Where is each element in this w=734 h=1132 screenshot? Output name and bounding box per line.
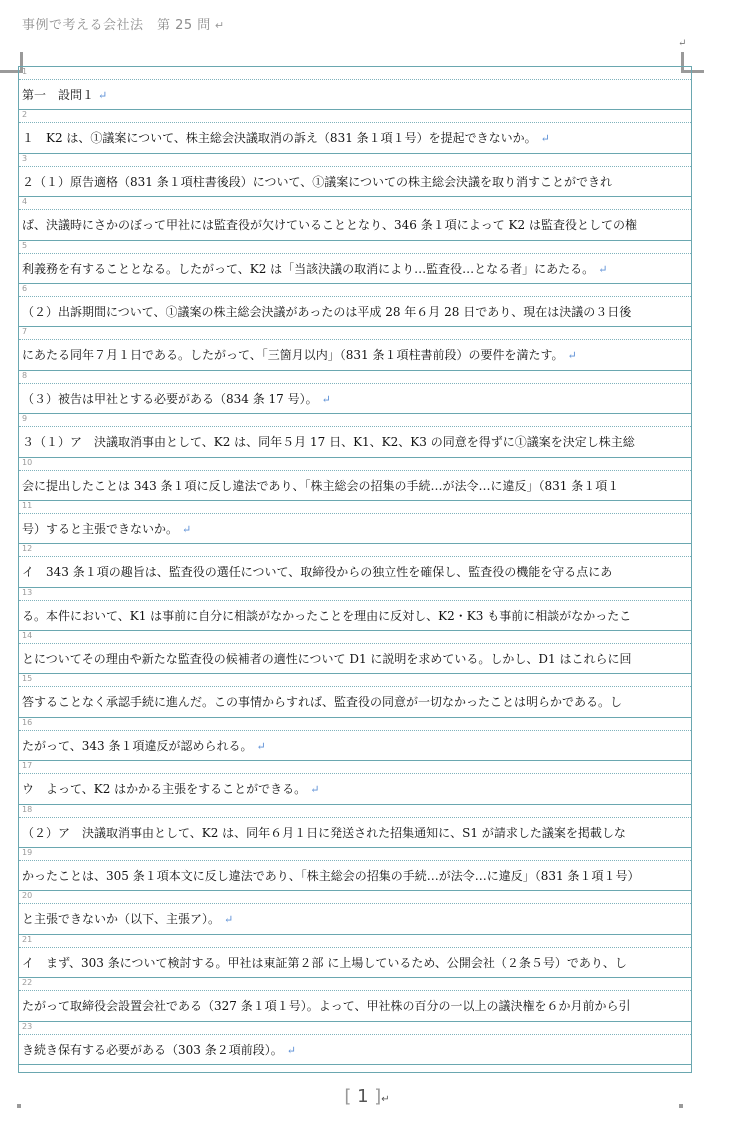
paragraph-mark-icon: ↵ — [310, 783, 320, 797]
line-row[interactable] — [19, 501, 691, 544]
line-row[interactable] — [19, 458, 691, 501]
line-number: 22 — [22, 978, 33, 988]
line-text[interactable] — [22, 520, 191, 537]
line-text[interactable] — [22, 173, 612, 190]
paragraph-mark-icon: ↵ — [256, 739, 266, 753]
line-row[interactable] — [19, 284, 691, 327]
answer-sheet-grid[interactable] — [18, 66, 692, 1073]
line-text-content: 第一 設問１ — [22, 88, 95, 102]
line-text-content: 答することなく承認手続に進んだ。この事情からすれば、監査役の同意が一切なかったことは明らかである。し — [22, 695, 623, 710]
line-text-content: かったことは、305 条１項本文に反し違法であり、「株主総会の招集の手続…が法令…に違反」（831 条１項１号） — [22, 869, 640, 884]
line-number: 14 — [22, 631, 33, 641]
line-text-content: ウ よって、K2 はかかる主張をすることができる。 — [22, 782, 307, 797]
line-text[interactable] — [22, 780, 319, 797]
line-row[interactable] — [19, 891, 691, 934]
header-title: 事例で考える会社法 第 25 問 — [22, 18, 211, 33]
line-text-content: き続き保有する必要がある（303 条２項前段）。 — [22, 1042, 283, 1057]
line-number: 19 — [22, 848, 33, 858]
line-text[interactable] — [22, 693, 622, 710]
line-row[interactable] — [19, 327, 691, 370]
line-text[interactable] — [22, 346, 577, 363]
line-text[interactable] — [22, 737, 266, 754]
line-text[interactable] — [22, 433, 635, 450]
line-number: 13 — [22, 587, 33, 597]
line-row[interactable] — [19, 241, 691, 284]
line-row[interactable] — [19, 935, 691, 978]
line-text[interactable] — [22, 86, 107, 103]
line-text[interactable] — [22, 303, 631, 320]
paragraph-mark-icon: ↵ — [321, 392, 331, 406]
line-row[interactable] — [19, 154, 691, 197]
line-text-content: ば、決議時にさかのぼって甲社には監査役が欠けていることとなり、346 条１項によって K2 は監査役としての権 — [22, 218, 637, 233]
line-text-content: とについてその理由や新たな監査役の候補者の適性について D1 に説明を求めている。しかし、D1 はこれらに回 — [22, 652, 632, 667]
bracket-left: [ — [344, 1086, 358, 1107]
line-row[interactable] — [19, 674, 691, 717]
line-row[interactable] — [19, 588, 691, 631]
line-text[interactable] — [22, 910, 233, 927]
line-number: 16 — [22, 717, 33, 727]
line-text-content: にあたる同年７月１日である。したがって、「三箇月以内」（831 条１項柱書前段）の要件を満たす。 — [22, 348, 564, 363]
line-number: 5 — [22, 240, 28, 250]
paragraph-mark-icon: ↵ — [182, 522, 192, 536]
line-number: 23 — [22, 1021, 33, 1031]
line-text-content: （２）出訴期間について、①議案の株主総会決議があったのは平成 28 年６月 28 日であり、現在は決議の３日後 — [22, 304, 632, 319]
line-row[interactable] — [19, 197, 691, 240]
line-number: 1 — [22, 67, 28, 76]
line-text-content: １ K2 は、①議案について、株主総会決議取消の訴え（831 条１項１号）を提起できないか。 — [22, 131, 537, 146]
line-text[interactable] — [22, 824, 626, 841]
line-text-content: ３（１）ア 決議取消事由として、K2 は、同年５月 17 日、K1、K2、K3 の同意を得ずに①議案を決定し株主総 — [22, 435, 635, 450]
line-text-content: たがって、343 条１項違反が認められる。 — [22, 738, 253, 753]
line-text[interactable] — [22, 260, 607, 277]
line-row[interactable] — [19, 978, 691, 1021]
line-text-content: イ 343 条１項の趣旨は、監査役の選任について、取締役からの独立性を確保し、監査役の機能を守る点にあ — [22, 565, 613, 580]
page-number: 1 — [357, 1086, 369, 1107]
line-row[interactable] — [19, 718, 691, 761]
line-number: 7 — [22, 327, 28, 337]
line-row[interactable] — [19, 544, 691, 587]
bracket-right: ] — [368, 1086, 382, 1107]
line-text-content: 会に提出したことは 343 条１項に反し違法であり、「株主総会の招集の手続…が法令…に違反」（831 条１項１ — [22, 478, 620, 493]
document-header — [22, 14, 225, 33]
line-text-content: たがって取締役会設置会社である（327 条１項１号）。よって、甲社株の百分の一以上の議決権を６か月前から引 — [22, 999, 631, 1014]
line-number: 8 — [22, 370, 28, 380]
line-text[interactable] — [22, 1041, 296, 1058]
line-row[interactable] — [19, 1022, 691, 1065]
line-text[interactable] — [22, 954, 627, 971]
line-row[interactable] — [19, 805, 691, 848]
line-text[interactable] — [22, 390, 331, 407]
line-number: 20 — [22, 891, 33, 901]
line-row[interactable] — [19, 67, 691, 110]
line-text-content: と主張できないか（以下、主張ア）。 — [22, 912, 221, 927]
line-text-content: （２）ア 決議取消事由として、K2 は、同年６月１日に発送された招集通知に、S1 が請求した議案を掲載しな — [22, 825, 626, 840]
line-number: 6 — [22, 283, 28, 293]
line-text-content: （３）被告は甲社とする必要がある（834 条 17 号）。 — [22, 391, 318, 406]
line-number: 9 — [22, 414, 28, 424]
paragraph-mark-icon: ↵ — [540, 132, 550, 146]
line-text-content: る。本件において、K1 は事前に自分に相談がなかったことを理由に反対し、K2・K3 も事前に相談がなかったこ — [22, 608, 632, 623]
line-number: 3 — [22, 153, 28, 163]
line-text[interactable] — [22, 607, 631, 624]
paragraph-mark-icon: ↵ — [598, 262, 608, 276]
line-text[interactable] — [22, 563, 612, 580]
line-row[interactable] — [19, 761, 691, 804]
paragraph-mark-icon: ↵ — [567, 349, 577, 363]
line-text[interactable] — [22, 216, 637, 233]
line-text[interactable] — [22, 867, 639, 884]
paragraph-mark-icon: ↵ — [381, 1094, 390, 1105]
line-text-content: 号）すると主張できないか。 — [22, 521, 179, 536]
line-number: 10 — [22, 457, 33, 467]
paragraph-mark-icon: ↵ — [214, 19, 225, 32]
paragraph-mark-icon: ↵ — [98, 89, 108, 102]
line-number: 17 — [22, 761, 33, 771]
line-row[interactable] — [19, 848, 691, 891]
line-row[interactable] — [19, 371, 691, 414]
line-text-content: 利義務を有することとなる。したがって、K2 は「当該決議の取消により…監査役…となる者」にあたる。 — [22, 261, 595, 276]
line-text-content: イ まず、303 条について検討する。甲社は東証第２部 に上場しているため、公開会社（２条５号）であり、し — [22, 955, 627, 970]
line-text[interactable] — [22, 650, 631, 667]
line-number: 2 — [22, 110, 28, 120]
line-text-content: ２（１）原告適格（831 条１項柱書後段）について、①議案についての株主総会決議を取り消すことができれ — [22, 174, 613, 189]
line-number: 15 — [22, 674, 33, 684]
line-text[interactable] — [22, 477, 619, 494]
paragraph-mark-icon: ↵ — [678, 38, 687, 49]
line-number: 11 — [22, 500, 33, 510]
line-number: 4 — [22, 197, 28, 207]
line-number: 12 — [22, 544, 33, 554]
line-number: 21 — [22, 934, 33, 944]
paragraph-mark-icon: ↵ — [224, 913, 234, 927]
line-text[interactable] — [22, 129, 550, 146]
page-footer — [0, 1086, 734, 1107]
line-number: 18 — [22, 804, 33, 814]
line-row[interactable] — [19, 110, 691, 153]
line-row[interactable] — [19, 414, 691, 457]
paragraph-mark-icon: ↵ — [286, 1043, 296, 1057]
line-text[interactable] — [22, 997, 630, 1014]
line-row[interactable] — [19, 631, 691, 674]
